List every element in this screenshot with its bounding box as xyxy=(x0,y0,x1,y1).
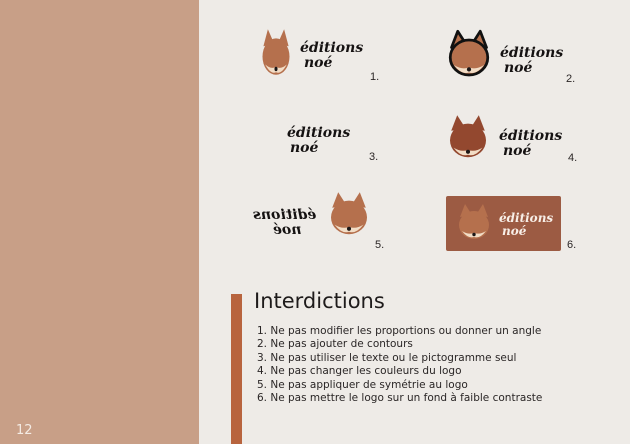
variant-number: 6. xyxy=(567,239,577,251)
section-title: Interdictions xyxy=(254,289,385,313)
wordmark-line1: éditions xyxy=(499,211,554,225)
wordmark xyxy=(499,128,563,159)
wordmark xyxy=(500,45,564,76)
wordmark-line2: noé xyxy=(504,60,533,76)
wordmark-line2: noé xyxy=(502,224,527,238)
list-item: 1. Ne pas modifier les proportions ou donner un angle xyxy=(257,325,542,337)
variant-number: 5. xyxy=(375,239,385,251)
wordmark-line1: éditions xyxy=(253,207,317,223)
list-item: 3. Ne pas utiliser le texte ou le pictogramme seul xyxy=(257,351,517,364)
wordmark-line2: noé xyxy=(304,55,333,71)
wordmark xyxy=(499,212,555,238)
variant-number: 3. xyxy=(369,151,379,163)
wordmark xyxy=(300,40,364,71)
wordmark-line2: noé xyxy=(273,222,302,238)
wordmark-line2: noé xyxy=(503,143,532,159)
page-number: 12 xyxy=(16,423,33,438)
wordmark-line1: éditions xyxy=(300,40,364,56)
fox-icon xyxy=(258,28,294,80)
wordmark-mirrored xyxy=(253,208,321,238)
list-item: 6. Ne pas mettre le logo sur un fond à faible contraste xyxy=(257,392,543,405)
wordmark-line2: noé xyxy=(290,140,319,156)
fox-icon xyxy=(454,200,494,246)
wordmark-line1: éditions xyxy=(500,45,564,61)
list-item: 2. Ne pas ajouter de contours xyxy=(257,338,413,351)
accent-bar xyxy=(231,294,242,444)
sidebar-panel xyxy=(0,0,199,444)
fox-icon xyxy=(444,29,494,81)
wordmark-line1: éditions xyxy=(499,128,563,144)
fox-icon xyxy=(444,113,492,163)
variant-number: 1. xyxy=(370,71,380,83)
fox-icon xyxy=(325,188,373,242)
list-item: 4. Ne pas changer les couleurs du logo xyxy=(257,365,462,378)
wordmark-line1: éditions xyxy=(287,125,351,141)
variant-number: 4. xyxy=(568,152,578,164)
variant-number: 2. xyxy=(566,73,576,85)
list-item: 5. Ne pas appliquer de symétrie au logo xyxy=(257,378,468,391)
wordmark xyxy=(287,126,355,156)
interdictions-list xyxy=(257,325,542,405)
